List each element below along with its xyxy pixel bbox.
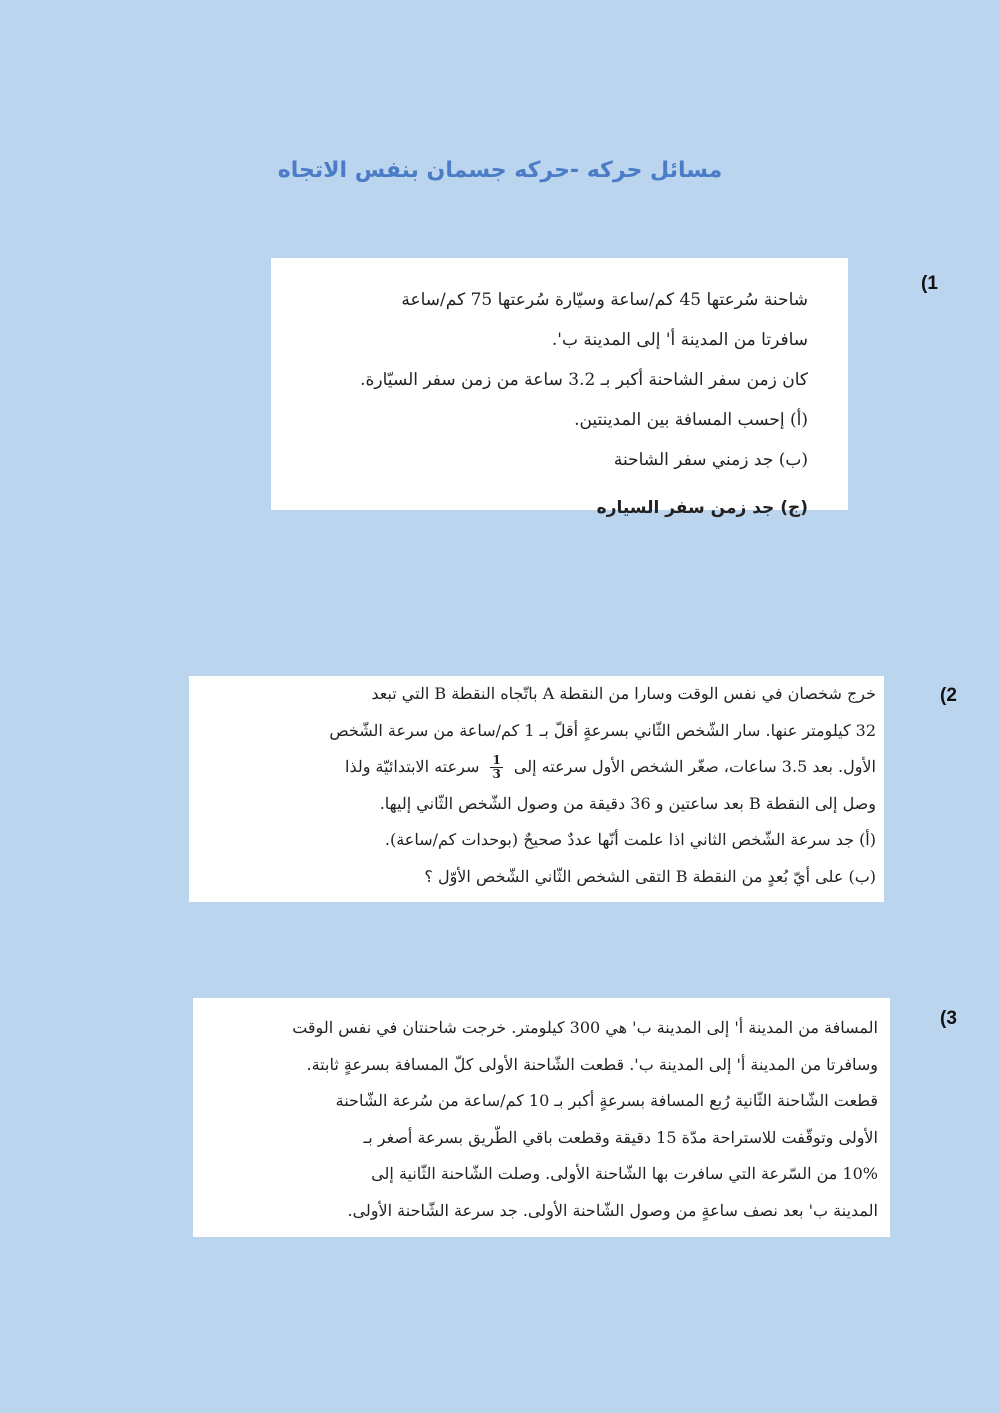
problem-1-line: (ج) جد زمن سفر السياره (596, 498, 808, 518)
fraction-denominator: 3 (492, 767, 501, 781)
problem-3-line: المسافة من المدينة أ' إلى المدينة ب' هي 300 كيلومتر. خرجت شاحنتان في نفس الوقت (292, 1018, 878, 1037)
problem-number-2: (2 (940, 685, 957, 706)
problem-1-line: (أ) إحسب المسافة بين المدينتين. (574, 410, 808, 430)
fraction (490, 754, 502, 781)
problem-1-line: (ب) جد زمني سفر الشاحنة (613, 450, 808, 470)
problem-box-2 (189, 676, 884, 902)
problem-3-line: قطعت الشّاحنة الثّانية رُبع المسافة بسرعةٍ أكبر بـ 10 كم/ساعة من سُرعة الشّاحنة (335, 1091, 878, 1110)
problem-2-line-part: سرعته الابتدائيّة ولذا (345, 757, 480, 776)
problem-3-line: الأولى وتوقّفت للاستراحة مدّة 15 دقيقة وقطعت باقي الطّريق بسرعة أصغر بـ (363, 1127, 878, 1147)
problem-1-line: سافرتا من المدينة أ' إلى المدينة ب'. (551, 330, 808, 350)
problem-box-3 (193, 998, 890, 1237)
problem-2-line: خرج شخصان في نفس الوقت وسارا من النقطة A باتّجاه النقطة B التي تبعد (371, 684, 876, 703)
problem-2-line-part: الأول. بعد 3.5 ساعات، صغّر الشخص الأول سرعته إلى (513, 757, 876, 776)
problem-1-line: كان زمن سفر الشاحنة أكبر بـ 3.2 ساعة من زمن سفر السيّارة. (360, 370, 808, 390)
problem-3-line: وسافرتا من المدينة أ' إلى المدينة ب'. قطعت الشّاحنة الأولى كلّ المسافة بسرعةٍ ثابتة. (306, 1054, 878, 1074)
problem-number-1: (1 (921, 273, 938, 294)
fraction-numerator: 1 (492, 753, 501, 767)
problem-number-3: (3 (940, 1008, 957, 1029)
problem-2-line: (ب) على أيّ بُعدٍ من النقطة B التقى الشخص الثّاني الشّخص الأوّل ؟ (424, 866, 876, 886)
problem-3-line: المدينة ب' بعد نصف ساعةٍ من وصول الشّاحنة الأولى. جد سرعة الشّاحنة الأولى. (347, 1200, 878, 1220)
problem-2-line (197, 749, 876, 786)
problem-2-line: وصل إلى النقطة B بعد ساعتين و 36 دقيقة من وصول الشّخص الثّاني إليها. (379, 793, 876, 813)
problem-2-line: (أ) جد سرعة الشّخص الثاني اذا علمت أنّها عددٌ صحيحٌ (بوحدات كم/ساعة). (384, 830, 876, 849)
problem-box-1 (271, 258, 848, 518)
problem-1-line: شاحنة سُرعتها 45 كم/ساعة وسيّارة سُرعتها 75 كم/ساعة (401, 290, 808, 310)
problem-2-line: 32 كيلومتر عنها. سار الشّخص الثّاني بسرعةٍ أقلّ بـ 1 كم/ساعة من سرعة الشّخص (329, 720, 876, 740)
problem-3-line: 10% من السّرعة التي سافرت بها الشّاحنة الأولى. وصلت الشّاحنة الثّانية إلى (371, 1164, 878, 1183)
page-title: مسائل حركه -حركه جسمان بنفس الاتجاه (277, 158, 723, 183)
